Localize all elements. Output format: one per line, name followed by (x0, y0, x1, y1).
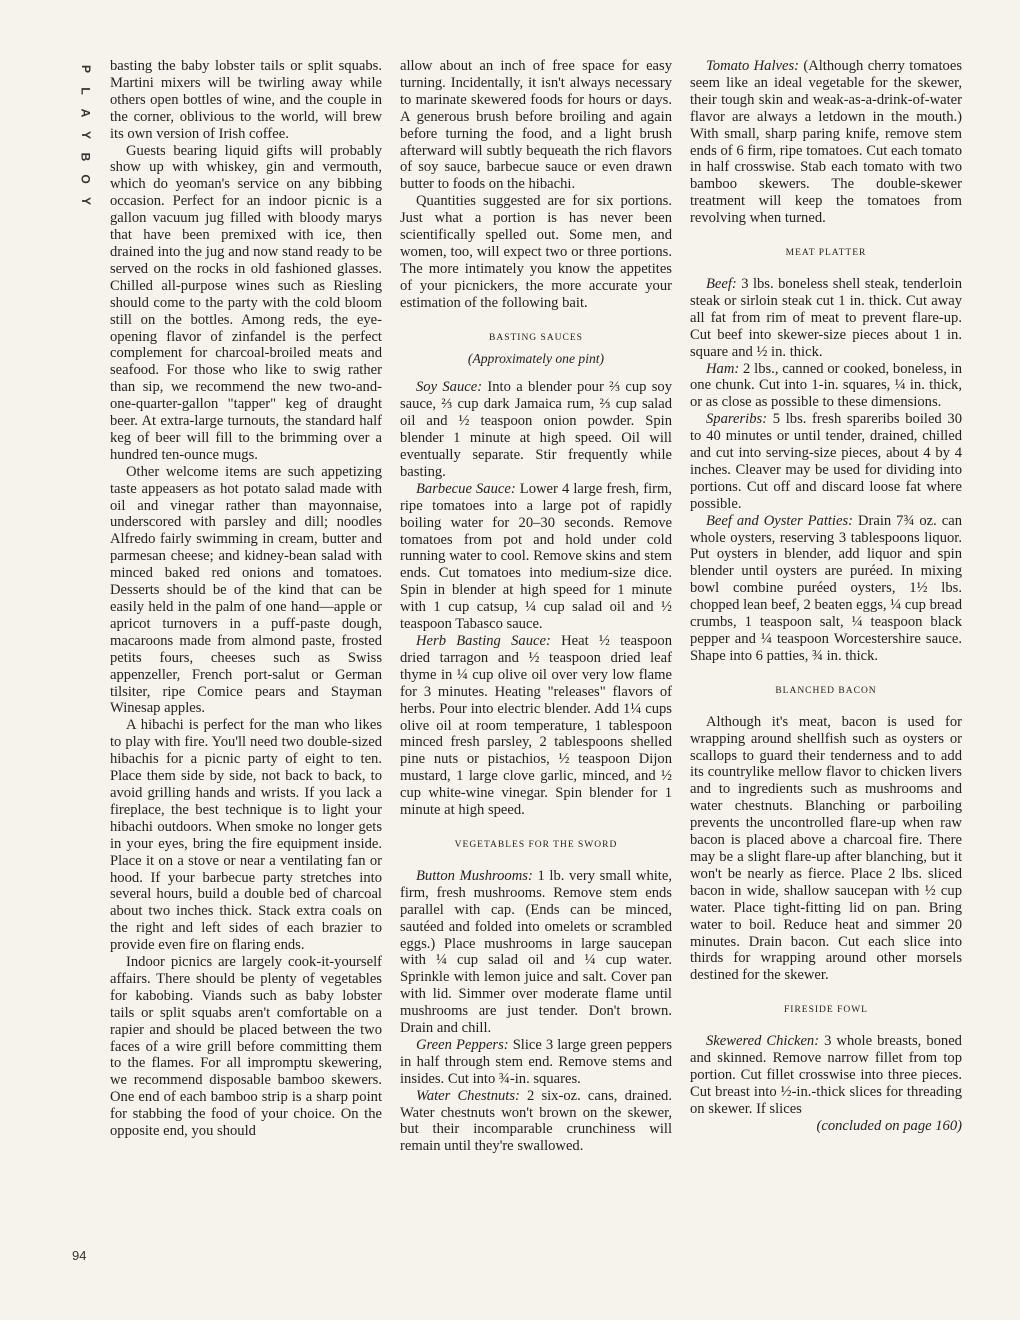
spine-letter: P (78, 64, 93, 74)
recipe-name: Beef and Oyster Patties: (706, 512, 853, 529)
recipe-text: Into a blender pour ⅔ cup soy sauce, ⅔ cup dark Jamaica rum, ⅔ cup salad oil and ½ teaspoon onion powder. Spin blender 1 minute at high speed. Oil will eventually separate. Stir frequently while basting. (400, 379, 672, 480)
recipe-name: Tomato Halves: (706, 58, 799, 74)
recipe-name: Beef: (706, 275, 737, 292)
recipe-text: 5 lbs. fresh spareribs boiled 30 to 40 minutes or until tender, drained, chilled and cut into serving-size pieces, about 4 by 4 inches. Cleaver may be used for dividing into portions. Cut off and discard loose fat where possible. (690, 411, 962, 512)
recipe-paragraph (400, 379, 672, 480)
continued-note: (concluded on page 160) (816, 1117, 962, 1134)
recipe-paragraph (400, 1037, 672, 1088)
recipe-text: (Although cherry tomatoes seem like an ideal vegetable for the skewer, their tough skin and weak-as-a-drink-of-water flavor are always a letdown in the mouth.) With small, sharp paring knife, remove stem ends of 6 firm, ripe tomatoes. Cut each tomato in half crosswise. Stab each tomato with two bamboo skewers. The double-skewer treatment will keep the tomatoes from revolving when turned. (690, 58, 962, 227)
recipe-paragraph (690, 1033, 962, 1118)
spine-letter: O (78, 174, 93, 184)
recipe-name: Soy Sauce: (416, 379, 483, 396)
recipe-paragraph (400, 1088, 672, 1156)
section-heading: MEAT PLATTER (785, 248, 867, 259)
spine-title (76, 58, 93, 212)
column-3 (690, 58, 962, 1135)
spine-letter: B (78, 152, 93, 162)
paragraph: A hibachi is perfect for the man who likes to play with fire. You'll need two double-sized hibachis for a picnic party of eight to ten. Place them side by side, not back to back, to avoid grilling hands and wrists. If you lack a fireplace, the best technique is to light your hibachi outdoors. When smoke no longer gets in your eyes, bring the fire equipment inside. Place it on a stove or near a ventilating fan or hood. If your barbecue party stretches into several hours, build a double bed of charcoal about two inches thick. Stack extra coals on the right and left sides of each brazier to provide even fire on flaring ends. (110, 717, 382, 954)
recipe-name: Button Mushrooms: (416, 867, 533, 884)
recipe-paragraph (690, 58, 962, 227)
paragraph: allow about an inch of free space for easy turning. Incidentally, it isn't always necessary to marinate skewered foods for hours or days. A generous brush before broiling and again before turning the food, and a light brush afterward will subtly bequeath the rich flavors of soy sauce, barbecue sauce or even drawn butter to foods on the hibachi. (400, 58, 672, 193)
section-heading: FIRESIDE FOWL (784, 1005, 868, 1016)
paragraph: Indoor picnics are largely cook-it-yourself affairs. There should be plenty of vegetables for kabobing. Viands such as baby lobster tails or split squabs aren't comfortable on a rapier and should be placed between the two faces of a wire grill before committing them to the flames. For all impromptu skewering, we recommend disposable bamboo skewers. One end of each bamboo strip is a sharp point for stabbing the food of your choice. On the opposite end, you should (110, 954, 382, 1140)
recipe-text: 1 lb. very small white, firm, fresh mushrooms. Remove stem ends parallel with cap. (Ends can be minced, sautéed and folded into omelets or scrambled eggs.) Place mushrooms in large saucepan with ¼ cup salad oil and ¼ cup water. Sprinkle with lemon juice and salt. Cover pan with lid. Simmer over moderate flame until mushrooms are just tender. Don't brown. Drain and chill. (400, 867, 672, 1037)
spine-letter: A (78, 108, 93, 118)
recipe-paragraph (690, 411, 962, 512)
recipe-text: Lower 4 large fresh, firm, ripe tomatoes into a large pot of rapidly boiling water for 20–30 seconds. Remove tomatoes from pot and hold under cold running water to cool. Remove skins and stem ends. Cut tomatoes into medium-size dice. Spin in blender at high speed for 1 minute with 1 cup catsup, ¼ cup salad oil and ½ teaspoon Tabasco sauce. (400, 480, 672, 633)
recipe-name: Spareribs: (706, 411, 768, 428)
recipe-text: 2 six-oz. cans, drained. Water chestnuts won't brown on the skewer, but their incomparable crunchiness will remain until they're swallowed. (400, 1087, 672, 1155)
recipe-paragraph (400, 633, 672, 819)
paragraph: basting the baby lobster tails or split squabs. Martini mixers will be twirling away while others open bottles of wine, and the couple in the corner, oblivious to the world, will brew its own version of Irish coffee. (110, 58, 382, 142)
recipe-text: 3 whole breasts, boned and skinned. Remove narrow fillet from top portion. Cut fillet crosswise into three pieces. Cut breast into ½-in.-thick slices for threading on skewer. If slices (690, 1033, 962, 1117)
recipe-paragraph (400, 868, 672, 1037)
recipe-text: 2 lbs., canned or cooked, boneless, in one chunk. Cut into 1-in. squares, ¼ in. thick, or as close as possible to these dimensions. (690, 360, 962, 411)
recipe-text: Slice 3 large green peppers in half through stem end. Remove stems and insides. Cut into ¾-in. squares. (400, 1036, 672, 1087)
recipe-paragraph (400, 481, 672, 633)
paragraph: Other welcome items are such appetizing taste appeasers as hot potato salad made with oil and vinegar rather than mayonnaise, underscored with parsley and dill; noodles Alfredo fairly swimming in cream, butter and parmesan cheese; and kidney-bean salad with minced baked red onions and tomatoes. Desserts should be of the kind that can be easily held in the palm of one hand—apple or apricot turnovers in a puff-paste dough, macaroons made from almond paste, frosted petits fours, cheeses such as Swiss appenzeller, French port-salut or German tilsiter, ripe Comice pears and Stayman Winesap apples. (110, 463, 382, 717)
section-subheading: (Approximately one pint) (467, 350, 605, 366)
recipe-name: Skewered Chicken: (706, 1033, 820, 1050)
recipe-name: Water Chestnuts: (416, 1087, 520, 1104)
spine-letter: Y (78, 130, 93, 140)
spine-letter: L (78, 87, 93, 95)
recipe-paragraph (690, 361, 962, 412)
paragraph: Quantities suggested are for six portions. Just what a portion is has never been scientifically spelled out. Some men, and women, too, will expect two or three portions. The more intimately you know the appetites of your picnickers, the more accurate your estimation of the following bait. (400, 193, 672, 311)
recipe-text: Heat ½ teaspoon dried tarragon and ½ teaspoon dried leaf thyme in ¼ cup olive oil over very low flame for 3 minutes. Heating "releases" flavors of herbs. Pour into electric blender. Add 1¼ cups olive oil at room temperature, 1 tablespoon minced fresh parsley, 2 tablespoons shelled pine nuts or pistachios, ½ teaspoon Dijon mustard, 1 large clove garlic, minced, and ½ cup white-wine vinegar. Spin blender for 1 minute at high speed. (400, 633, 672, 819)
column-1 (110, 58, 382, 1140)
section-heading: BASTING SAUCES (489, 332, 583, 343)
recipe-name: Green Peppers: (416, 1036, 509, 1053)
paragraph: Although it's meat, bacon is used for wrapping around shellfish such as oysters or scallops to guard their tenderness and to add its countrylike mellow flavor to chicken livers and to ingredients such as mushrooms and water chestnuts. Blanching or parboiling prevents the uncontrolled flare-up when raw bacon is placed above a charcoal fire. There may be a slight flare-up after blanching, but it won't be nearly as fierce. Place 2 lbs. sliced bacon in wide, shallow saucepan with ½ cup water. Place tight-fitting lid on pan. Bring water to boil. Reduce heat and simmer 20 minutes. Drain bacon. Cut each slice into thirds for wrapping around other morsels destined for the skewer. (690, 713, 962, 984)
recipe-name: Ham: (706, 360, 740, 377)
recipe-name: Herb Basting Sauce: (416, 633, 551, 649)
page-number: 94 (72, 1248, 87, 1263)
recipe-text: 3 lbs. boneless shell steak, tenderloin steak or sirloin steak cut 1 in. thick. Cut away all fat from rim of meat to prevent flare-up. Cut beef into skewer-size pieces about 1 in. square and ½ in. thick. (690, 275, 962, 360)
recipe-name: Barbecue Sauce: (416, 480, 516, 497)
recipe-text: Drain 7¾ oz. can whole oysters, reserving 3 tablespoons liquor. Put oysters in blender, add liquor and spin blender until oysters are puréed. In mixing bowl combine puréed oysters, 1½ lbs. chopped lean beef, 2 beaten eggs, ¼ cup bread crumbs, 1 teaspoon salt, ¼ teaspoon black pepper and ¼ teaspoon Worcestershire sauce. Shape into 6 patties, ¾ in. thick. (690, 512, 962, 664)
paragraph: Guests bearing liquid gifts will probably show up with whiskey, gin and vermouth, which do yeoman's service on any bibbing occasion. Perfect for an indoor picnic is a gallon vacuum jug filled with bloody marys that have been premixed with ice, then drained into the jug and now stand ready to be served on the rocks in old fashioned glasses. Chilled all-purpose wines such as Riesling should come to the party with the cold bloom still on the bottles. Among reds, the eye-opening flavor of zinfandel is the perfect complement for charcoal-broiled meats and seafood. For those who like to swig rather than sip, we recommend the new two-and-one-quarter-gallon "tapper" keg of draught beer. At extra-large turnouts, the standard half keg of beer will fill to the brimming over a hundred ten-ounce mugs. (110, 142, 382, 463)
recipe-paragraph (690, 513, 962, 665)
recipe-paragraph (690, 276, 962, 361)
spine-letter: Y (78, 196, 93, 206)
column-2 (400, 58, 672, 1155)
section-heading: BLANCHED BACON (775, 685, 877, 696)
section-heading: VEGETABLES FOR THE SWORD (454, 839, 618, 850)
